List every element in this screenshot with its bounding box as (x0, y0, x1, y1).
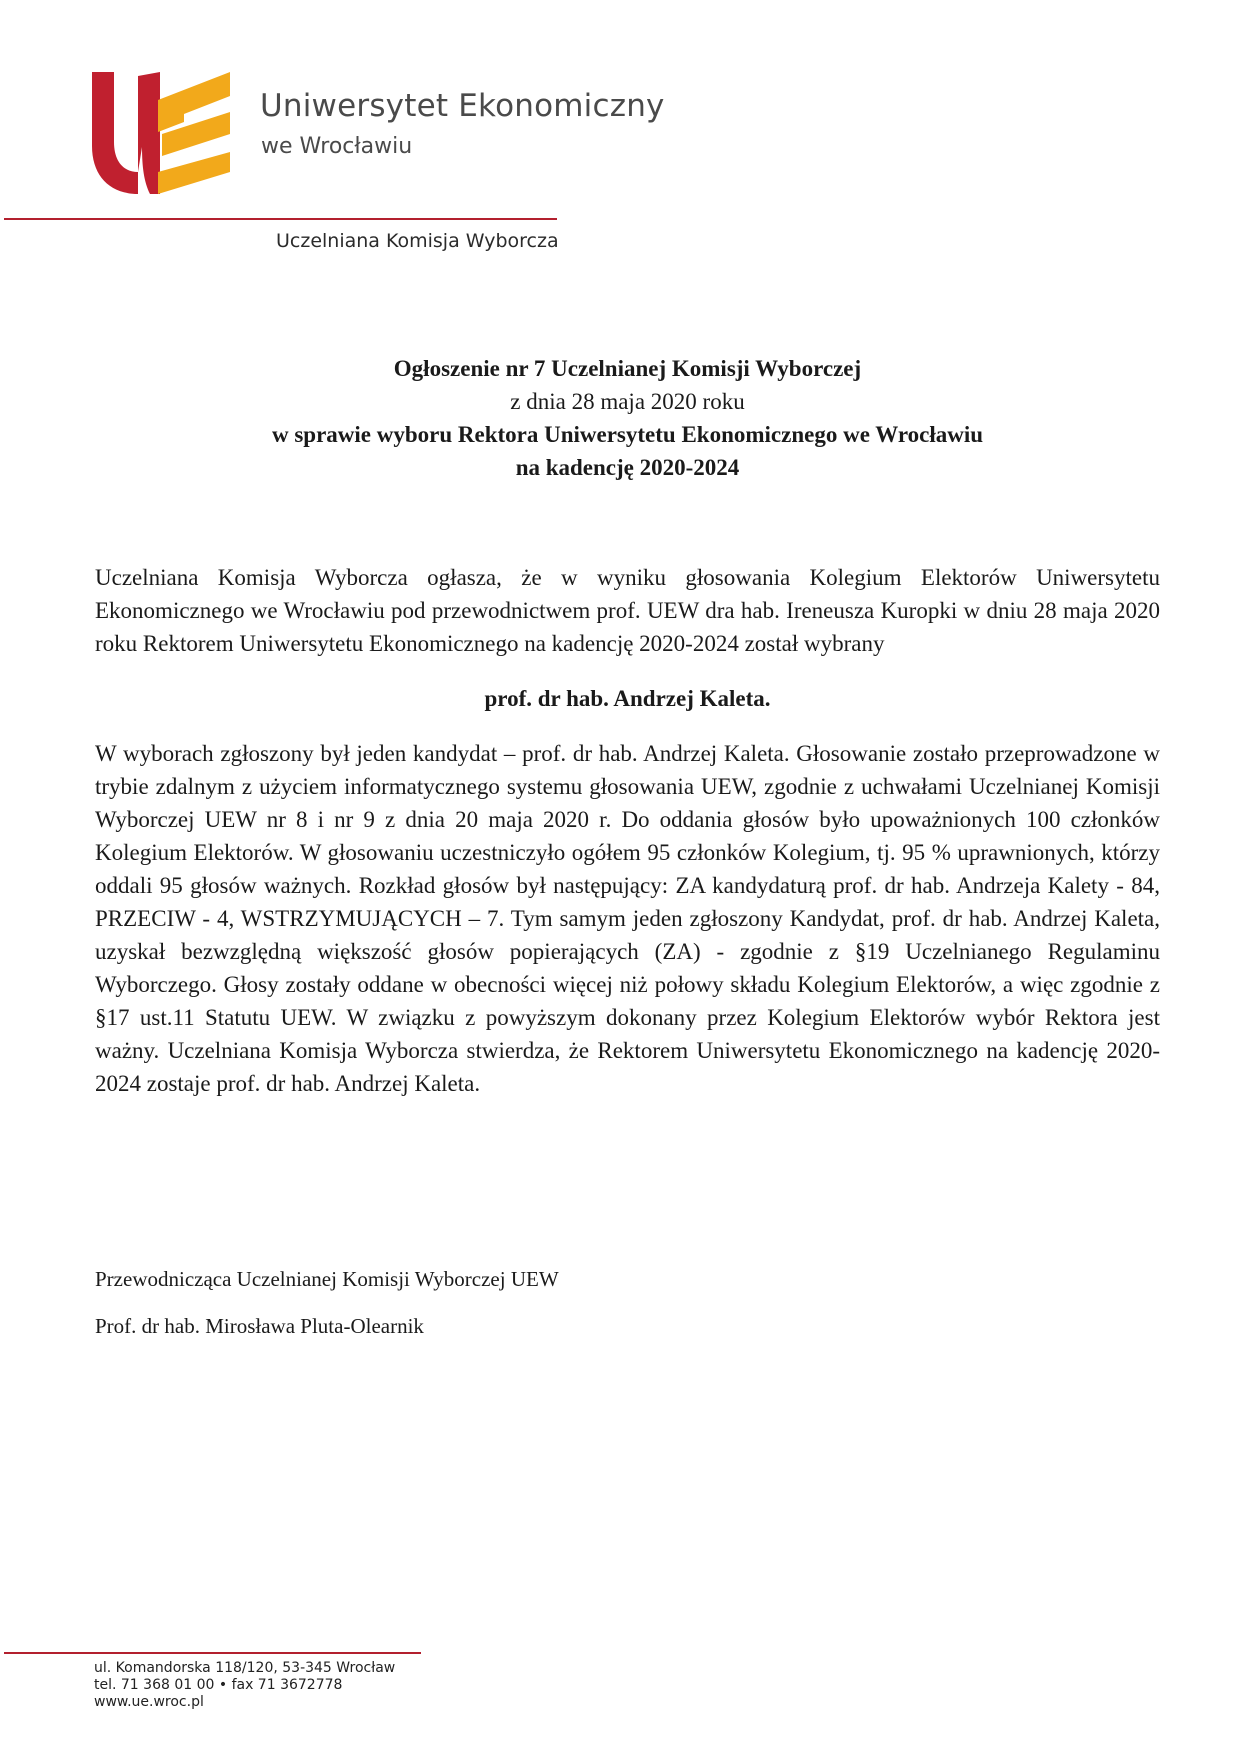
elected-rector: prof. dr hab. Andrzej Kaleta. (484, 686, 771, 711)
signature-role: Przewodnicząca Uczelnianej Komisji Wyborczej UEW (95, 1267, 559, 1291)
announcement-title (95, 352, 1160, 484)
footer-phone: tel. 71 368 01 00 • fax 71 3672778 (94, 1677, 343, 1693)
committee-name: Uczelniana Komisja Wyborcza (276, 230, 559, 252)
title-line-4: na kadencję 2020-2024 (515, 455, 740, 480)
footer-divider (4, 1652, 421, 1654)
footer-address: ul. Komandorska 118/120, 53-345 Wrocław (94, 1660, 396, 1676)
title-line-1: Ogłoszenie nr 7 Uczelnianej Komisji Wyborczej (393, 356, 862, 381)
footer-website[interactable]: www.ue.wroc.pl (94, 1694, 204, 1710)
title-date: z dnia 28 maja 2020 roku (510, 389, 745, 414)
ue-logo (92, 72, 234, 194)
signature-name: Prof. dr hab. Mirosława Pluta-Olearnik (95, 1314, 424, 1338)
university-city: we Wrocławiu (261, 134, 413, 159)
body-paragraph: W wyborach zgłoszony był jeden kandydat – prof. dr hab. Andrzej Kaleta. Głosowanie zostało przeprowadzone w trybie zdalnym z użyciem informatycznego systemu głosowania UEW, zgodnie z uchwałami Uczelnianej Komisji Wyborczej UEW nr 8 i nr 9 z dnia 20 maja 2020 r. Do oddania głosów było upoważnionych 100 członków Kolegium Elektorów. W głosowaniu uczestniczyło ogółem 95 członków Kolegium, tj. 95 % uprawnionych, którzy oddali 95 głosów ważnych. Rozkład głosów był następujący: ZA kandydaturą prof. dr hab. Andrzeja Kalety - 84, PRZECIW - 4, WSTRZYMUJĄCYCH – 7. Tym samym jeden zgłoszony Kandydat, prof. dr hab. Andrzej Kaleta, uzyskał bezwzględną większość głosów popierających (ZA) - zgodnie z §19 Uczelnianego Regulaminu Wyborczego. Głosy zostały oddane w obecności więcej niż połowy składu Kolegium Elektorów, a więc zgodnie z §17 ust.11 Statutu UEW. W związku z powyższym dokonany przez Kolegium Elektorów wybór Rektora jest ważny. Uczelniana Komisja Wyborcza stwierdza, że Rektorem Uniwersytetu Ekonomicznego na kadencję 2020-2024 zostaje prof. dr hab. Andrzej Kaleta. (95, 741, 1160, 1096)
logo-letter-u-right (138, 72, 160, 194)
logo-letter-u (92, 72, 138, 194)
title-line-3: w sprawie wyboru Rektora Uniwersytetu Ekonomicznego we Wrocławiu (271, 422, 984, 447)
logo-letter-e-bottom (158, 152, 230, 194)
header-divider (4, 218, 557, 220)
footer (94, 1660, 395, 1711)
university-name: Uniwersytet Ekonomiczny (260, 88, 665, 124)
intro-paragraph: Uczelniana Komisja Wyborcza ogłasza, że w wyniku głosowania Kolegium Elektorów Uniwersytetu Ekonomicznego we Wrocławiu pod przewodnictwem prof. UEW dra hab. Ireneusza Kuropki w dniu 28 maja 2020 roku Rektorem Uniwersytetu Ekonomicznego na kadencję 2020-2024 został wybrany (95, 565, 1160, 656)
